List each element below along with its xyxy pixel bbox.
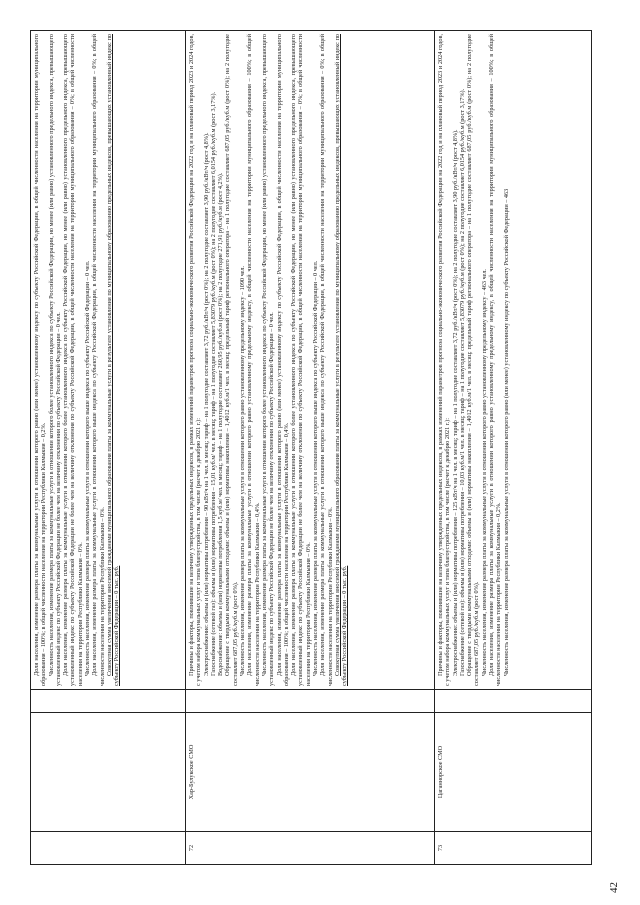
table-row — [186, 31, 435, 865]
paragraph: Численность населения, изменение размера платы за коммунальные услуги в отношении которого выше индекса по субъекту Российской Федерации – 0 чел. — [312, 260, 320, 676]
paragraph: Причины и факторы, повлиявшие на величину утвержденных предельных индексов, в рамках изменений параметров прогноза социально-экономического развития Российской Федерации на 2022 год и на плановый период 2023 и 2024 годов, с учетом набора коммунальных услуг и типа благоустройства, в том числе (расчет к декабрю 2021 г.): — [188, 34, 203, 686]
row-number: 73 — [435, 832, 592, 865]
description-cell — [186, 31, 435, 690]
paragraph: Совокупная сумма увеличения вносимой гражданами муниципального образования платы за коммунальные услуги в результате установления по муниципальному образованию предельных индексов, превышающих установленный индекс по субъекту Российской Федерации – 0 тыс. руб. — [105, 34, 121, 686]
empty-cell — [31, 690, 186, 713]
empty-cell — [186, 690, 435, 713]
row-number: 72 — [186, 832, 435, 865]
table-row — [435, 31, 592, 865]
paragraph: Совокупная сумма увеличения вносимой гражданами муниципального образования платы за коммунальные услуги в результате установления по муниципальному образованию предельных индексов, превышающих установленный индекс по субъекту Российской Федерации – 0 тыс. руб. — [333, 34, 349, 686]
paragraph: Численность населения, изменение размера платы за коммунальные услуги в отношении которого равно установленному предельному индексу – 1090 чел. — [239, 265, 247, 676]
row-number — [31, 832, 186, 865]
paragraph: Численность населения, изменение размера платы за коммунальные услуги в отношении которого более установленного индекса по субъекту Российской Федерации, но менее (или равно) установленного предельного индекса, превышающего установленный индекс по субъекту Российской Федерации не более чем на величину отклонения по субъекту Российской Федерации – 0 чел. — [47, 34, 62, 686]
paragraph: Доля населения, изменение размера платы за коммунальные услуги в отношении которого более установленного индекса по субъекту Российской Федерации, но менее (или равно) установленного предельного индекса, превышающего установленный индекс по субъекту Российской Федерации не более чем на величину отклонения по субъекту Российской Федерации, в общей численности населения на территории муниципального образования – 0%; в общей численности населения на территории Республики Калмыкия – 0%. — [62, 34, 84, 686]
empty-cell — [435, 690, 592, 713]
description-cell — [31, 31, 186, 690]
paragraph: Численность населения, изменение размера платы за коммунальные услуги в отношении которого равно установленному предельному индексу – 463 чел. — [480, 269, 488, 676]
paragraph: Причины и факторы, повлиявшие на величину утвержденных предельных индексов, в рамках изменений параметров прогноза социально-экономического развития Российской Федерации на 2022 год и на плановый период 2023 и 2024 годов, с учетом набора коммунальных услуг и типа благоустройства, в том числе (расчет к декабрю 2021 г.): — [437, 34, 452, 686]
paragraph: Численность населения, изменение размера платы за коммунальные услуги в отношении которого равно (или менее) установленному индексу по субъекту Российской Федерации – 463 — [502, 188, 510, 676]
paragraph: Доля населения, изменение размера платы за коммунальные услуги в отношении которого выше индекса по субъекту Российской Федерации, в общей численности населения на территории муниципального образования – 0%; в общей численности населения на территории Республики Калмыкия – 0%. — [91, 34, 106, 686]
paragraph: Доля населения, изменение размера платы за коммунальные услуги в отношении которого выше индекса по субъекту Российской Федерации, в общей численности населения на территории муниципального образования – 0%; в общей численности населения на территории Республики Калмыкия – 0%. — [319, 34, 334, 686]
paragraph: Электроснабжение: объемы и (или) нормативы потребления – 125 кВт/ч на 1 чел. в месяц; тариф – на 1 полугодие составляет 3,72 руб./кВт/ч (рост 0%); на 2 полугодие составляет 3,90 руб./кВт/ч (рост 4,8%). — [451, 129, 459, 676]
municipality-name: Хар-Булукское СМО — [186, 713, 435, 832]
paragraph: Доля населения, изменение размера платы за коммунальные услуги в отношении которого равно установленному предельному индексу, в общей численности населения на территории муниципального образования – 100%; в общей численности населения на территории Республики Калмыкия – 0,4%. — [246, 34, 261, 686]
page-number: 42 — [608, 882, 620, 893]
paragraph: Доля населения, изменение размера платы за коммунальные услуги в отношении которого равно установленному предельному индексу, в общей численности населения на территории муниципального образования – 100%; в общей численности населения на территории Республики Калмыкия – 0,2%. — [488, 34, 503, 686]
municipality-name: Цаганнорское СМО — [435, 713, 592, 832]
description-cell — [435, 31, 592, 690]
paragraph: Обращение с твердыми коммунальными отходами: объемы и (или) нормативы накопления – 1,4012 куб.м/1 чел. в месяц; предельный тариф регионального оператора – на 1 полугодие составляет 687,05 руб./куб.м (рост 0%); на 2 полугодие составляет 687,05 руб./куб.м (рост 0%). — [224, 34, 239, 686]
paragraph: Доля населения, изменение размера платы за коммунальные услуги в отношении которого равно (или менее) установленному индексу по субъекту Российской Федерации, в общей численности населения на территории муниципального образования – 100%; в общей численности населения на территории Республики Калмыкия – 0,4%. — [275, 34, 290, 686]
paragraph: Обращение с твердыми коммунальными отходами: объемы и (или) нормативы накопления – 1,4012 куб.м/1 чел. в месяц; предельный тариф регионального оператора – на 1 полугодие составляет 687,05 руб./куб.м (рост 0%); на 2 полугодие составляет 687,05 руб./куб.м (рост 0%). — [466, 34, 481, 686]
municipal-index-table — [30, 30, 592, 865]
paragraph: Доля населения, изменение размера платы за коммунальные услуги в отношении которого равно (или менее) установленному индексу по субъекту Российской Федерации, в общей численности населения на территории муниципального образования – 100%; в общей численности населения на территории Республики Калмыкия – 0,2%. — [33, 34, 48, 686]
paragraph: Численность населения, изменение размера платы за коммунальные услуги в отношении которого выше индекса по субъекту Российской Федерации – 0 чел. — [84, 260, 92, 676]
paragraph: Водоснабжение: объемы и (или) нормативы потребления 1,5 куб.м/ чел. в месяц; тариф – на 1 полугодие составляет 260,95 руб./куб.м (рост 0%); на 2 полугодие 271,91 руб./куб.м (рост 4,2%). — [217, 172, 225, 676]
paragraph: Газоснабжение (сетевой газ): объемы и (или) нормативы потребления – 10,03 куб.м/1 чел. в месяц; тариф – на 1 полугодие составляет 5,83079 руб./куб.м (рост 0%); на 2 полугодие составляет 6,0154 руб./куб.м (рост 3,17%). — [458, 88, 466, 676]
paragraph: Электроснабжение: объемы и (или) нормативы потребления – 90 кВт/ч на 1 чел. в месяц; тариф – на 1 полугодие составляет 3,72 руб./кВт/ч (рост 0%); на 2 полугодие составляет 3,90 руб./кВт/ч (рост 4,8%). — [202, 132, 210, 676]
paragraph: Газоснабжение (сетевой газ): объемы и (или) нормативы потребления – 15,01 куб.м/ чел. в месяц; тариф – на 1 полугодие составляет 5,83079 руб./куб.м (рост 0%); на 2 полугодие составляет 6,0154 руб./куб.м (рост 3,17%). — [209, 91, 217, 676]
municipality-name — [31, 713, 186, 832]
table-row — [31, 31, 186, 865]
paragraph: Численность населения, изменение размера платы за коммунальные услуги в отношении которого более установленного индекса по субъекту Российской Федерации, но менее (или равно) установленного предельного индекса, превышающего установленный индекс по субъекту Российской Федерации не более чем на величину отклонения по субъекту Российской Федерации – 0 чел. — [260, 34, 276, 686]
paragraph: Доля населения, изменение размера платы за коммунальные услуги в отношении которого более установленного индекса по субъекту Российской Федерации, но менее (или равно) установленного предельного индекса, превышающего установленный индекс по субъекту Российской Федерации не более чем на величину отклонения по субъекту Российской Федерации, в общей численности населения на территории муниципального образования – 0%; в общей численности населения на территории Республики Калмыкия – 0%. — [290, 34, 312, 686]
